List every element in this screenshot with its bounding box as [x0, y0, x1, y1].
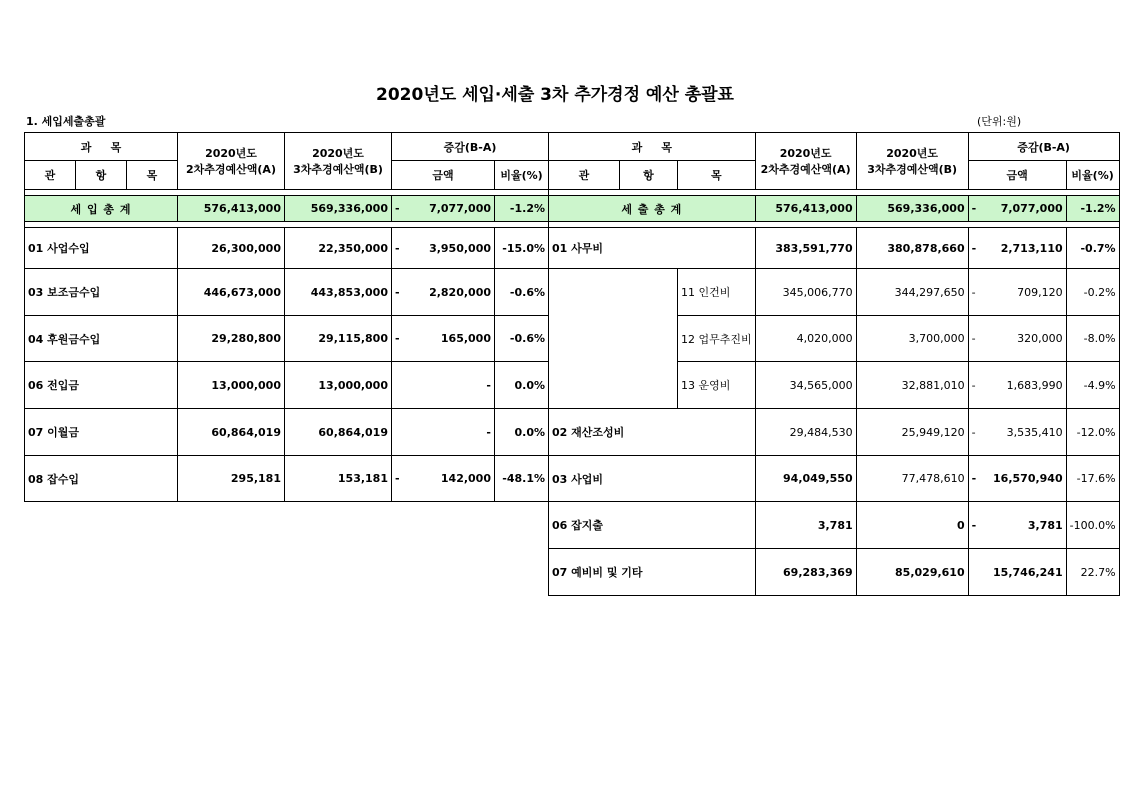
row-a: 345,006,770 — [755, 269, 856, 316]
row-diff: 15,746,241 — [968, 549, 1066, 596]
row-a: 295,181 — [178, 456, 285, 502]
total-ratio: -1.2% — [495, 196, 549, 222]
row-ratio: -0.7% — [1066, 228, 1119, 269]
row-a: 446,673,000 — [178, 269, 285, 316]
row-name: 06 잡지출 — [549, 502, 756, 549]
table-row — [549, 409, 1120, 456]
header-gwan: 관 — [549, 161, 620, 190]
row-name: 03 사업비 — [549, 456, 756, 502]
total-ratio: -1.2% — [1066, 196, 1119, 222]
header-col-b: 2020년도 3차추경예산액(B) — [856, 133, 968, 190]
row-b: 0 — [856, 502, 968, 549]
expense-table — [548, 132, 1120, 596]
header-ratio: 비율(%) — [1066, 161, 1119, 190]
revenue-total-row — [25, 196, 549, 222]
row-name: 11 인건비 — [678, 269, 756, 316]
total-a: 576,413,000 — [178, 196, 285, 222]
header-col-a: 2020년도 2차추경예산액(A) — [178, 133, 285, 190]
row-ratio: -0.2% — [1066, 269, 1119, 316]
row-ratio: -0.6% — [495, 269, 549, 316]
row-a: 383,591,770 — [755, 228, 856, 269]
row-diff: - 1,683,990 — [968, 362, 1066, 409]
header-hang: 항 — [76, 161, 127, 190]
expense-total-label: 세 출 총 계 — [549, 196, 756, 222]
header-diff: 증감(B-A) — [968, 133, 1119, 161]
header-amount: 금액 — [392, 161, 495, 190]
row-name: 01 사업수입 — [25, 228, 178, 269]
section-title: 1. 세입세출총괄 — [26, 115, 106, 128]
unit-label: (단위:원) — [977, 115, 1022, 128]
table-row — [25, 228, 549, 269]
row-a: 4,020,000 — [755, 316, 856, 362]
total-b: 569,336,000 — [856, 196, 968, 222]
revenue-total-label: 세 입 총 계 — [25, 196, 178, 222]
row-name: 07 이월금 — [25, 409, 178, 456]
table-row — [549, 228, 1120, 269]
row-diff: - — [392, 362, 495, 409]
table-row — [549, 502, 1120, 549]
table-row — [549, 456, 1120, 502]
table-row — [25, 409, 549, 456]
row-diff: - 320,000 — [968, 316, 1066, 362]
row-diff: - 3,781 — [968, 502, 1066, 549]
table-row — [25, 456, 549, 502]
row-diff: - 16,570,940 — [968, 456, 1066, 502]
row-a: 13,000,000 — [178, 362, 285, 409]
row-name: 03 보조금수입 — [25, 269, 178, 316]
row-b: 32,881,010 — [856, 362, 968, 409]
table-row — [25, 362, 549, 409]
header-mok: 목 — [127, 161, 178, 190]
row-diff: - 165,000 — [392, 316, 495, 362]
row-a: 29,280,800 — [178, 316, 285, 362]
header-diff: 증감(B-A) — [392, 133, 549, 161]
total-diff: - 7,077,000 — [392, 196, 495, 222]
table-row — [25, 269, 549, 316]
table-row — [549, 269, 1120, 316]
row-b: 77,478,610 — [856, 456, 968, 502]
row-name: 02 재산조성비 — [549, 409, 756, 456]
row-diff: - 142,000 — [392, 456, 495, 502]
header-ratio: 비율(%) — [495, 161, 549, 190]
row-ratio: -0.6% — [495, 316, 549, 362]
expense-total-row — [549, 196, 1120, 222]
row-ratio: -8.0% — [1066, 316, 1119, 362]
row-b: 3,700,000 — [856, 316, 968, 362]
row-ratio: -4.9% — [1066, 362, 1119, 409]
row-a: 29,484,530 — [755, 409, 856, 456]
header-gwa-mok: 과 목 — [25, 133, 178, 161]
row-ratio: -12.0% — [1066, 409, 1119, 456]
page-title: 2020년도 세입·세출 3차 추가경정 예산 총괄표 — [376, 85, 734, 105]
row-ratio: -100.0% — [1066, 502, 1119, 549]
row-name: 13 운영비 — [678, 362, 756, 409]
row-name: 08 잡수입 — [25, 456, 178, 502]
header-gwan: 관 — [25, 161, 76, 190]
row-ratio: -48.1% — [495, 456, 549, 502]
table-row — [549, 549, 1120, 596]
row-diff: - — [392, 409, 495, 456]
header-hang: 항 — [620, 161, 678, 190]
revenue-table — [24, 132, 549, 502]
header-amount: 금액 — [968, 161, 1066, 190]
row-name: 04 후원금수입 — [25, 316, 178, 362]
row-a: 34,565,000 — [755, 362, 856, 409]
header-col-b: 2020년도 3차추경예산액(B) — [285, 133, 392, 190]
row-diff: - 3,535,410 — [968, 409, 1066, 456]
row-a: 60,864,019 — [178, 409, 285, 456]
row-diff: - 2,713,110 — [968, 228, 1066, 269]
row-b: 85,029,610 — [856, 549, 968, 596]
row-b: 443,853,000 — [285, 269, 392, 316]
row-ratio: -15.0% — [495, 228, 549, 269]
row-ratio: 22.7% — [1066, 549, 1119, 596]
row-diff: - 2,820,000 — [392, 269, 495, 316]
row-b: 13,000,000 — [285, 362, 392, 409]
row-ratio: 0.0% — [495, 362, 549, 409]
row-name: 01 사무비 — [549, 228, 756, 269]
row-diff: - 3,950,000 — [392, 228, 495, 269]
row-name: 07 예비비 및 기타 — [549, 549, 756, 596]
table-row — [25, 316, 549, 362]
row-b: 344,297,650 — [856, 269, 968, 316]
row-ratio: -17.6% — [1066, 456, 1119, 502]
header-gwa-mok: 과 목 — [549, 133, 756, 161]
row-a: 69,283,369 — [755, 549, 856, 596]
row-a: 3,781 — [755, 502, 856, 549]
row-a: 94,049,550 — [755, 456, 856, 502]
row-name: 06 전입금 — [25, 362, 178, 409]
row-diff: - 709,120 — [968, 269, 1066, 316]
row-a: 26,300,000 — [178, 228, 285, 269]
row-b: 29,115,800 — [285, 316, 392, 362]
row-b: 25,949,120 — [856, 409, 968, 456]
total-a: 576,413,000 — [755, 196, 856, 222]
row-b: 60,864,019 — [285, 409, 392, 456]
header-mok: 목 — [678, 161, 756, 190]
row-b: 153,181 — [285, 456, 392, 502]
total-b: 569,336,000 — [285, 196, 392, 222]
row-ratio: 0.0% — [495, 409, 549, 456]
header-col-a: 2020년도 2차추경예산액(A) — [755, 133, 856, 190]
total-diff: - 7,077,000 — [968, 196, 1066, 222]
row-b: 22,350,000 — [285, 228, 392, 269]
row-name: 12 업무추진비 — [678, 316, 756, 362]
row-b: 380,878,660 — [856, 228, 968, 269]
